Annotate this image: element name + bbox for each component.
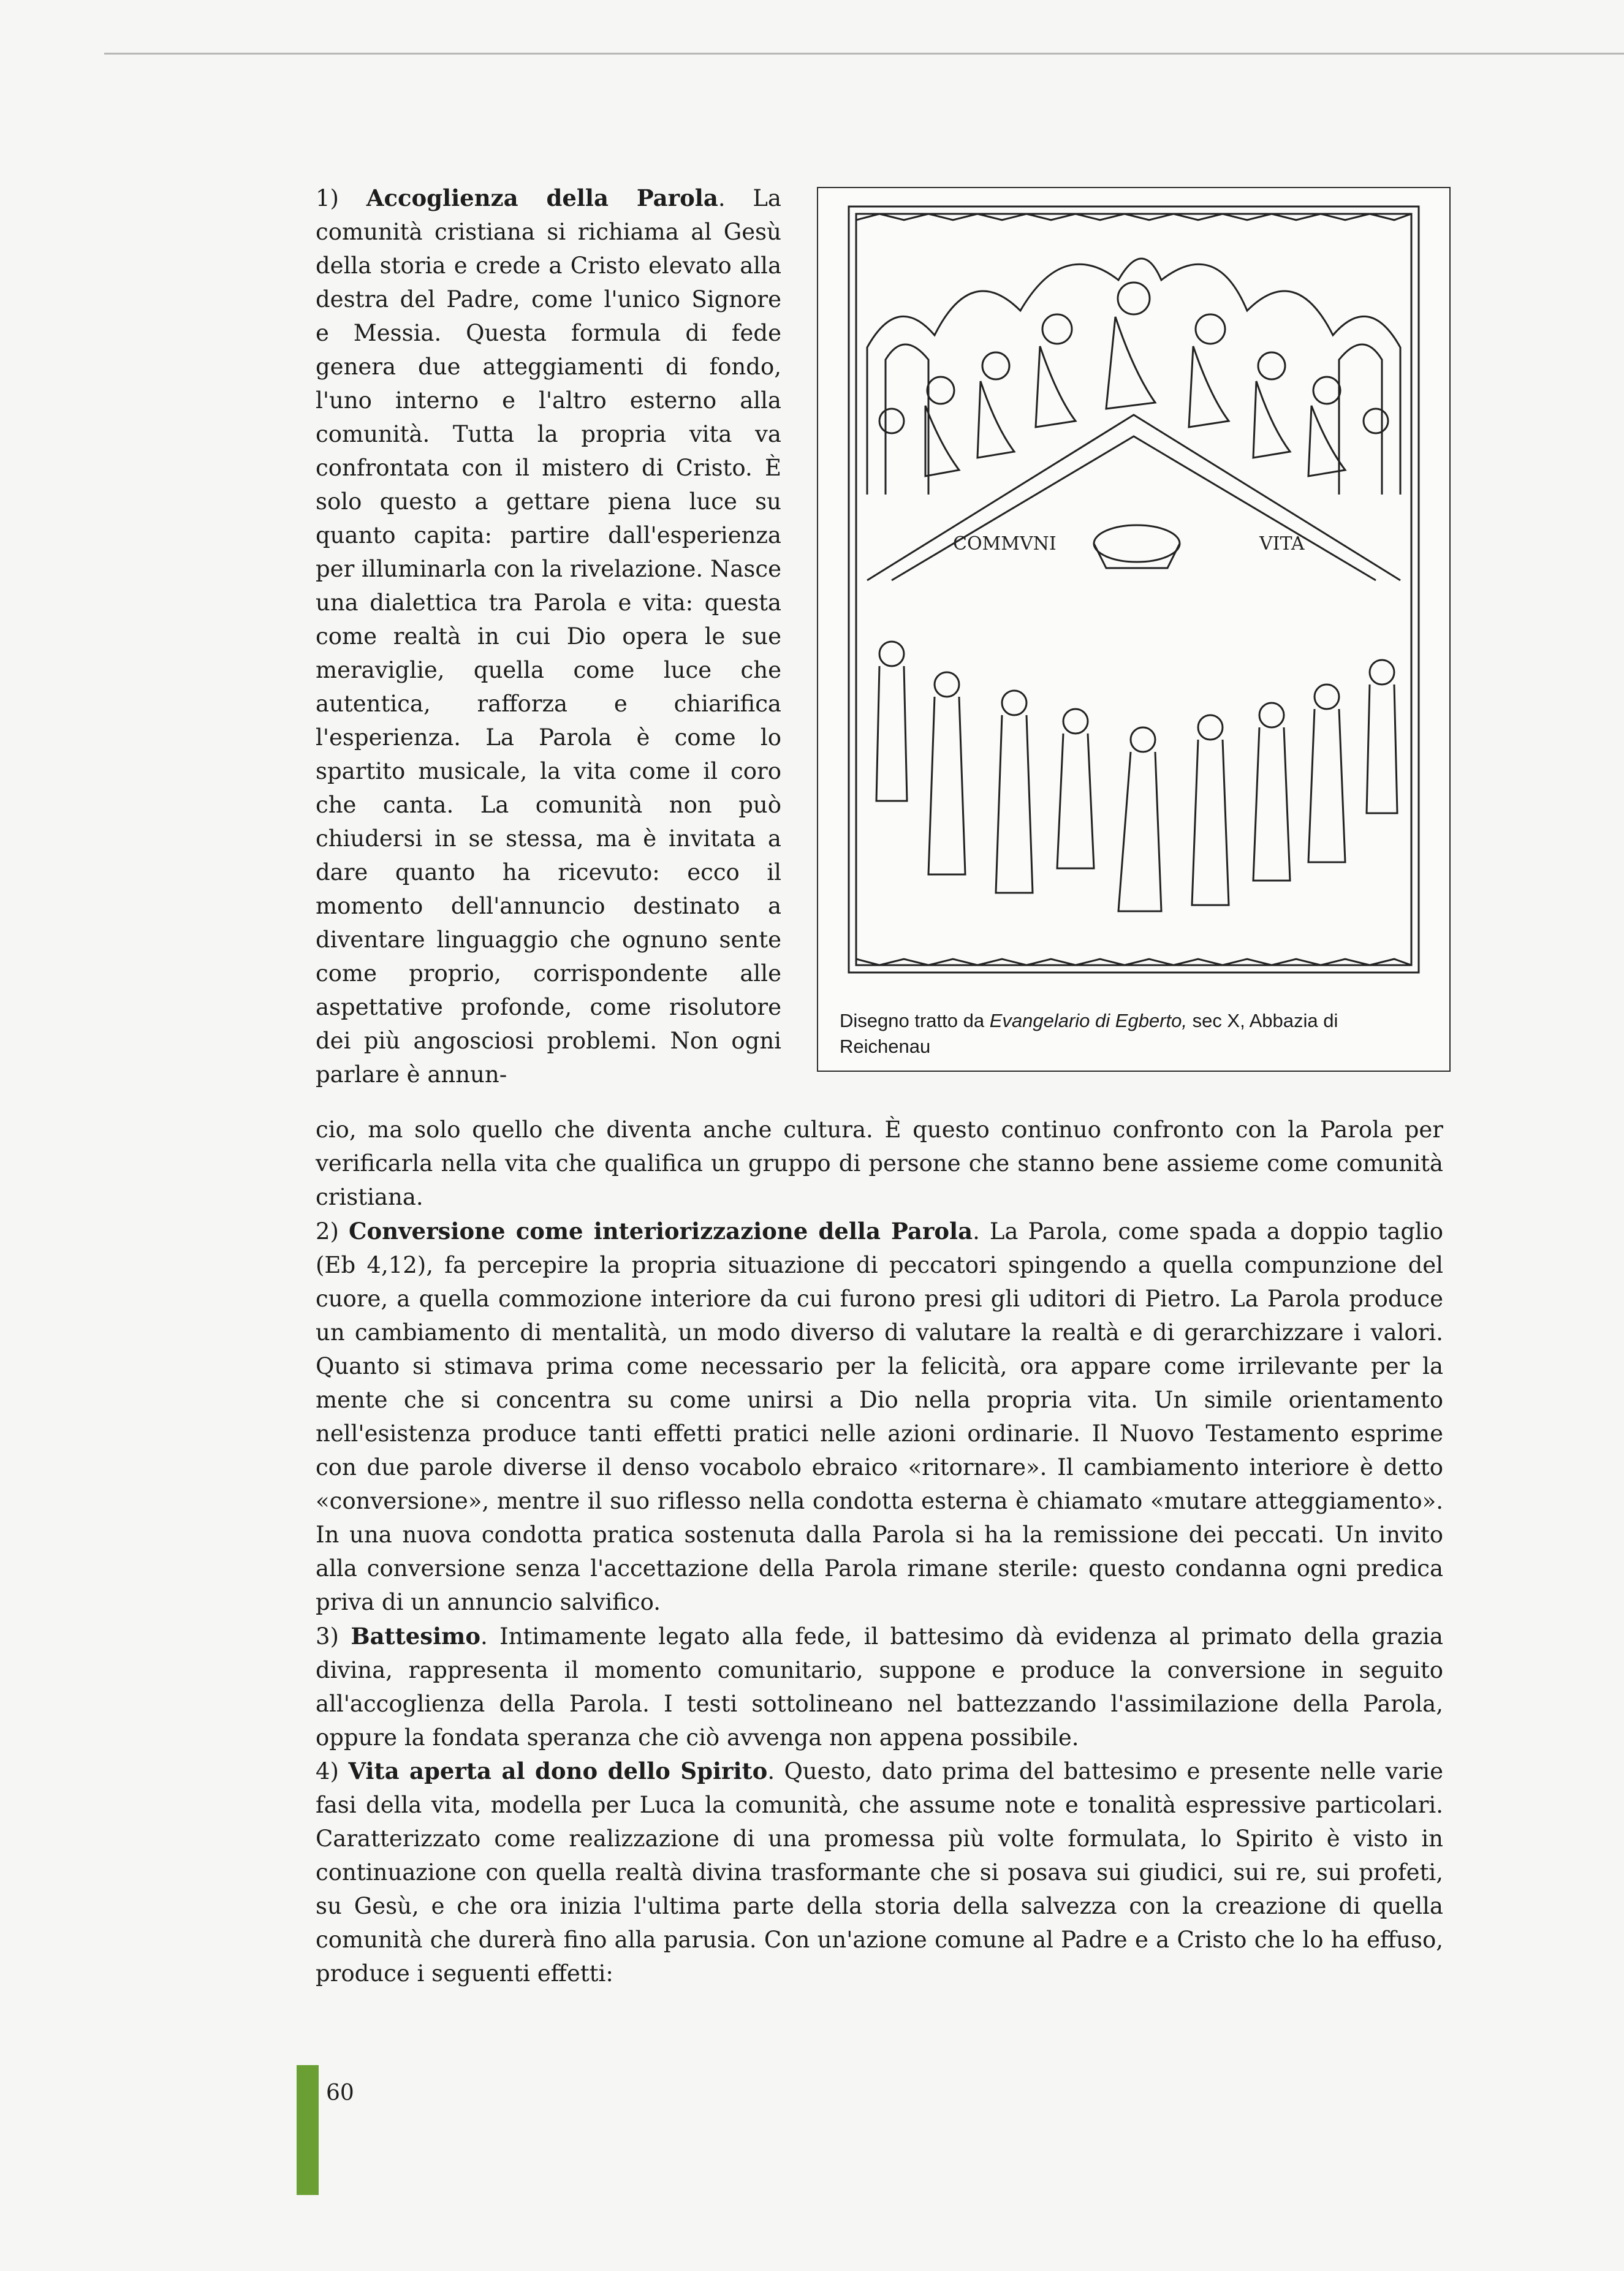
section-3 — [316, 1620, 1443, 1754]
figure-frame — [817, 187, 1451, 1072]
section-2-text: . La Parola, come spada a doppio taglio (Eb 4,12), fa percepire la propria situazione di peccatori spingendo a quella compunzione del cuore, a quella commozione interiore da cui furono presi gli uditori di Pietro. La Parola produce un cambiamento di mentalità, un modo diverso di valutare la realtà e di gerarchizzare i valori. Quanto si stimava prima come necessario per la felicità, ora appare come irrilevante per la mente che si concentra su come unirsi a Dio nella propria vita. Un simile orientamento nell'esistenza produce tanti effetti pratici nelle azioni ordinarie. Il Nuovo Testamento esprime con due parole diverse il denso vocabolo ebraico «ritornare». Il cambiamento interiore è detto «conversione», mentre il suo riflesso nella condotta esterna è chiamato «mutare atteggiamento». In una nuova condotta pratica sostenuta dalla Parola si ha la remissione dei peccati. Un invito alla conversione senza l'accettazione della Parola rimane sterile: questo condanna ogni predica priva di un annuncio salvifico. — [316, 1218, 1443, 1615]
section-1-heading: Accoglienza della Parola — [366, 184, 718, 211]
section-1-number: 1) — [316, 185, 366, 211]
section-1-column — [316, 181, 781, 1091]
section-3-heading: Battesimo — [351, 1623, 480, 1650]
page-number: 60 — [326, 2080, 354, 2106]
section-2-number: 2) — [316, 1218, 349, 1245]
section-4-number: 4) — [316, 1758, 349, 1784]
page-number-bar — [297, 2065, 319, 2195]
section-4-text: . Questo, dato prima del battesimo e presente nelle varie fasi della vita, modella per Luca la comunità, che assume note e tonalità espressive particolari. Caratterizzato come realizzazione di una promessa più volte formulata, lo Spirito è visto in continuazione con quella realtà divina trasformante che si posava sui giudici, sui re, sui profeti, su Gesù, e che ora inizia l'ultima parte della storia della salvezza con la creazione di quella comunità che durerà fino alla parusia. Con un'azione comune al Padre e a Cristo che lo ha effuso, produce i seguenti effetti: — [316, 1758, 1443, 1987]
section-1-text: . La comunità cristiana si richiama al Gesù della storia e crede a Cristo elevato alla destra del Padre, come l'unico Signore e Messia. Questa formula di fede genera due atteggiamenti di fondo, l'uno interno e l'altro esterno alla comunità. Tutta la propria vita va confrontata con il mistero di Cristo. È solo questo a gettare piena luce su quanto capita: partire dall'esperienza per illuminarla con la rivelazione. Nasce una dialettica tra Parola e vita: questa come realtà in cui Dio opera le sue meraviglie, quella come luce che autentica, rafforza e chiarifica l'esperienza. La Parola è come lo spartito musicale, la vita come il coro che canta. La comunità non può chiudersi in se stessa, ma è invitata a dare quanto ha ricevuto: ecco il momento dell'annuncio destinato a diventare linguaggio che ognuno sente come proprio, corrispondente alle aspettative profonde, come risolutore dei più angosciosi problemi. Non ogni parlare è annun- — [316, 185, 781, 1088]
caption-prefix: Disegno tratto da — [840, 1010, 990, 1031]
caption-suffix: sec X, Abbazia di Reichenau — [840, 1010, 1338, 1057]
inscription-left: COMMVNI — [953, 533, 1057, 555]
section-2-heading: Conversione come interiorizzazione della Parola — [349, 1218, 973, 1245]
top-rule — [104, 53, 1624, 55]
caption-title: Evangelario di Egberto, — [989, 1010, 1187, 1031]
section-3-number: 3) — [316, 1623, 351, 1650]
section-1-continuation: cio, ma solo quello che diventa anche cultura. È questo continuo confronto con la Parola per verificarla nella vita che qualifica un gruppo di persone che stanno bene assieme come comunità cristiana. — [316, 1117, 1443, 1210]
pentecost-illustration — [818, 188, 1449, 985]
figure-caption — [840, 1008, 1428, 1060]
section-2 — [316, 1215, 1443, 1619]
section-4-heading: Vita aperta al dono dello Spirito — [348, 1757, 768, 1784]
inscription-right: VITA — [1259, 533, 1305, 555]
section-3-text: . Intimamente legato alla fede, il battesimo dà evidenza al primato della grazia divina, rappresenta il momento comunitario, suppone e produce la conversione in seguito all'accoglienza della Parola. I testi sottolineano nel battezzando l'assimilazione della Parola, oppure la fondata speranza che ciò avvenga non appena possibile. — [316, 1623, 1443, 1751]
section-4 — [316, 1754, 1443, 1990]
